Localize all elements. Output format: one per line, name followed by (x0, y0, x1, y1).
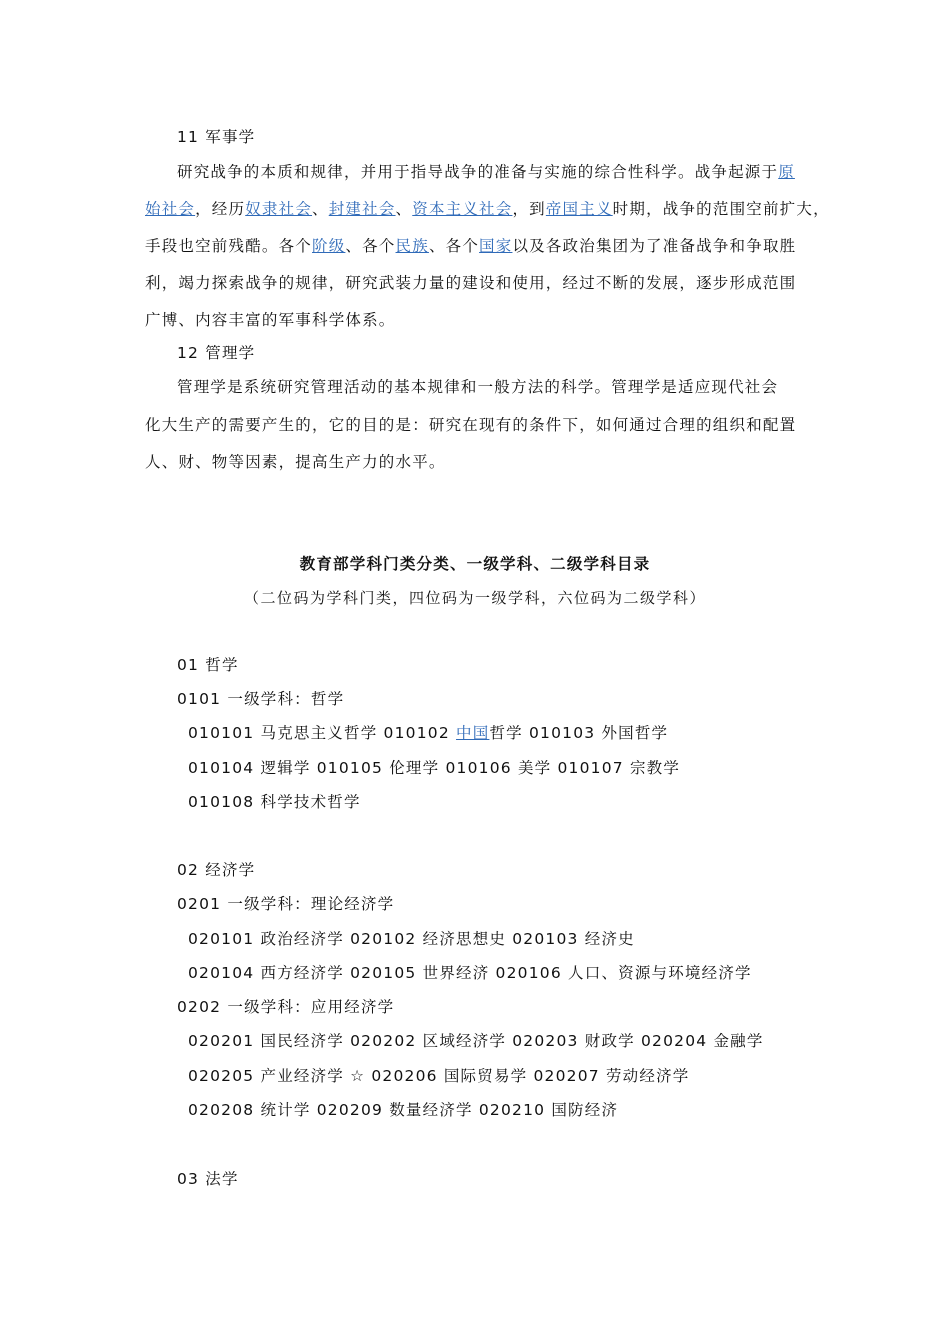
section-heading-management: 12 管理学 (177, 344, 256, 362)
link-imperialism[interactable]: 帝国主义 (545, 200, 613, 218)
paragraph-line: 手段也空前残酷。各个阶级、各个民族、各个国家以及各政治集团为了准备战争和争取胜 (145, 237, 797, 255)
catalog-title: 教育部学科门类分类、一级学科、二级学科目录 (299, 555, 651, 573)
category-heading-philosophy: 01 哲学 (177, 656, 239, 674)
second-level-row: 010108 科学技术哲学 (188, 793, 361, 811)
link-feudal-society[interactable]: 封建社会 (328, 200, 396, 218)
paragraph-line: 利，竭力探索战争的规律，研究武装力量的建设和使用，经过不断的发展，逐步形成范围 (145, 274, 797, 292)
link-nation[interactable]: 民族 (395, 237, 429, 255)
second-level-row: 020104 西方经济学 020105 世界经济 020106 人口、资源与环境经济学 (188, 964, 752, 982)
paragraph-line: 化大生产的需要产生的，它的目的是：研究在现有的条件下，如何通过合理的组织和配置 (145, 416, 797, 434)
catalog-subtitle: （二位码为学科门类，四位码为一级学科，六位码为二级学科） (243, 589, 706, 607)
first-level-discipline: 0202 一级学科：应用经济学 (177, 998, 395, 1016)
second-level-row: 020101 政治经济学 020102 经济思想史 020103 经济史 (188, 930, 635, 948)
link-country[interactable]: 国家 (479, 237, 513, 255)
second-level-row: 020201 国民经济学 020202 区域经济学 020203 财政学 020204 金融学 (188, 1032, 764, 1050)
link-class[interactable]: 阶级 (312, 237, 346, 255)
paragraph-line: 研究战争的本质和规律，并用于指导战争的准备与实施的综合性科学。战争起源于原 (177, 163, 795, 181)
second-level-row: 020208 统计学 020209 数量经济学 020210 国防经济 (188, 1101, 619, 1119)
second-level-row: 020205 产业经济学 ☆ 020206 国际贸易学 020207 劳动经济学 (188, 1067, 690, 1085)
section-heading-military: 11 军事学 (177, 128, 256, 146)
link-capitalist-society[interactable]: 资本主义社会 (412, 200, 513, 218)
link-primitive-society[interactable]: 原 (778, 163, 795, 181)
first-level-discipline: 0201 一级学科：理论经济学 (177, 895, 395, 913)
link-primitive-society-cont[interactable]: 始社会 (145, 200, 196, 218)
link-china[interactable]: 中国 (456, 724, 490, 742)
paragraph-line: 人、财、物等因素，提高生产力的水平。 (145, 453, 446, 471)
paragraph-line: 广博、内容丰富的军事科学体系。 (145, 311, 396, 329)
category-heading-economics: 02 经济学 (177, 861, 256, 879)
second-level-row: 010101 马克思主义哲学 010102 中国哲学 010103 外国哲学 (188, 724, 669, 742)
first-level-discipline: 0101 一级学科：哲学 (177, 690, 345, 708)
paragraph-line: 管理学是系统研究管理活动的基本规律和一般方法的科学。管理学是适应现代社会 (177, 378, 779, 396)
second-level-row: 010104 逻辑学 010105 伦理学 010106 美学 010107 宗教学 (188, 759, 681, 777)
link-slave-society[interactable]: 奴隶社会 (245, 200, 313, 218)
paragraph-line: 始社会，经历奴隶社会、封建社会、资本主义社会，到帝国主义时期，战争的范围空前扩大， (145, 200, 830, 218)
category-heading-law: 03 法学 (177, 1170, 239, 1188)
